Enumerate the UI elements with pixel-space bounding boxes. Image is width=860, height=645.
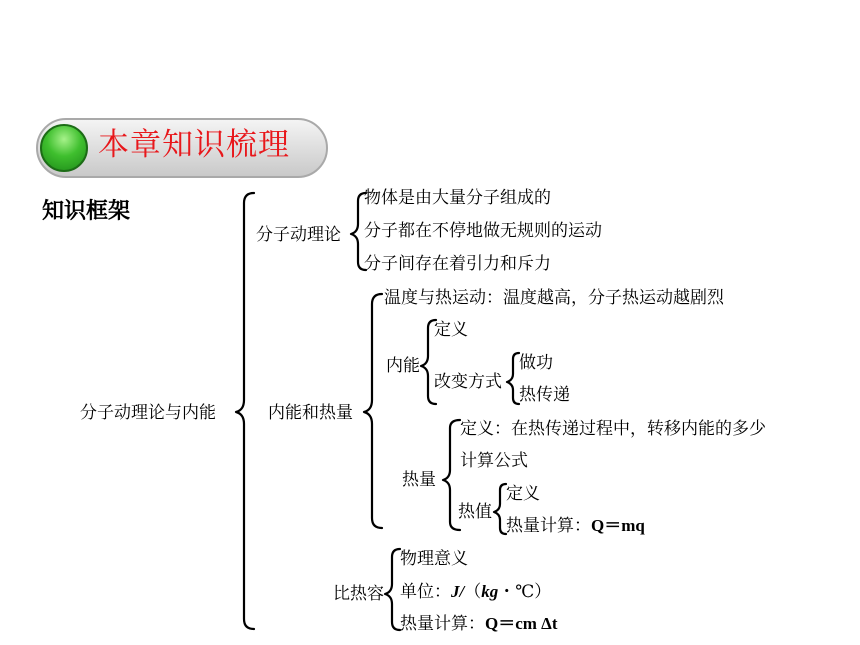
specific-heat-calc-formula: Q＝cm Δt [485, 614, 558, 633]
heat-value-calc-formula: Q＝mq [591, 516, 645, 535]
brace-internal-heat [364, 294, 382, 528]
molecular-item: 分子都在不停地做无规则的运动 [364, 221, 602, 241]
node-internal-heat: 内能和热量 [268, 403, 353, 423]
specific-heat-calc [400, 614, 558, 634]
node-heat: 热量 [402, 470, 436, 490]
brace-specific-heat [385, 549, 400, 630]
section-label: 知识框架 [42, 199, 131, 224]
node-change-methods: 改变方式 [434, 372, 502, 392]
specific-heat-meaning: 物理意义 [400, 549, 468, 569]
brace-heat-value [494, 484, 506, 534]
node-internal-energy: 内能 [386, 356, 420, 376]
unit-rest: ・℃） [498, 582, 552, 602]
brace-change-methods [507, 353, 519, 404]
unit-prefix: 单位： [400, 582, 451, 602]
node-heat-value: 热值 [458, 502, 492, 522]
change-method-item: 热传递 [519, 385, 570, 405]
heat-definition: 定义：在热传递过程中，转移内能的多少 [460, 419, 766, 439]
heat-value-calc-prefix: 热量计算： [506, 516, 591, 536]
root-node: 分子动理论与内能 [80, 403, 216, 423]
node-specific-heat: 比热容 [333, 584, 384, 604]
heat-value-definition: 定义 [506, 484, 540, 504]
node-temp-motion: 温度与热运动：温度越高，分子热运动越剧烈 [384, 288, 724, 308]
brace-root [236, 193, 254, 629]
specific-heat-unit [400, 582, 551, 602]
heat-value-calc [506, 516, 645, 536]
unit-j: J/ [451, 582, 465, 601]
heat-formula: 计算公式 [460, 451, 528, 471]
unit-open: （ [464, 582, 482, 602]
molecular-item: 物体是由大量分子组成的 [364, 188, 551, 208]
unit-kg: kg [481, 582, 499, 601]
molecular-item: 分子间存在着引力和斥力 [364, 254, 551, 274]
change-method-item: 做功 [519, 353, 553, 373]
internal-energy-definition: 定义 [434, 320, 468, 340]
specific-heat-calc-prefix: 热量计算： [400, 614, 485, 634]
node-molecular-theory: 分子动理论 [256, 225, 341, 245]
page-title: 本章知识梳理 [98, 127, 290, 163]
